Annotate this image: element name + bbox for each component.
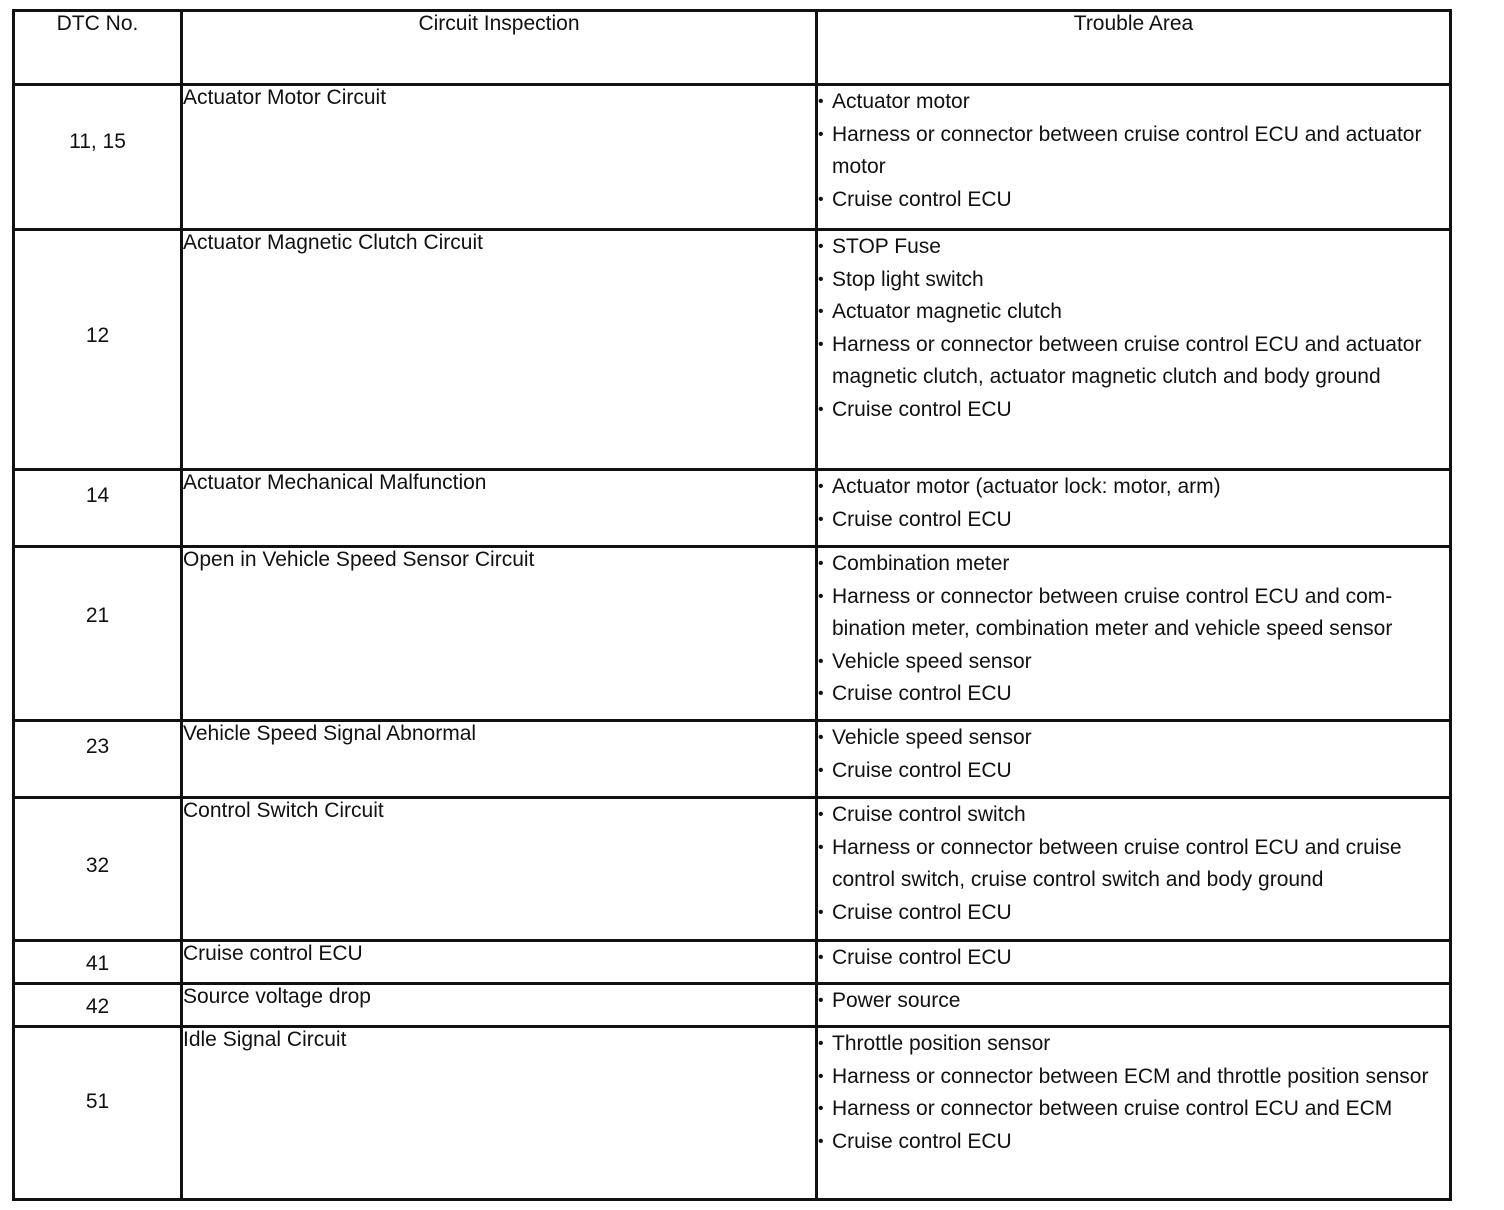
table-row [14,470,1451,547]
circuit-inspection-text: Actuator Mechanical Malfunction [183,471,487,494]
circuit-inspection-cell [182,470,817,547]
trouble-area-item: • Cruise control ECU [818,184,1449,217]
dtc-code: 12 [85,324,110,347]
circuit-inspection-text: Cruise control ECU [183,942,363,965]
trouble-area-item: • Harness or connector between cruise control ECU and com- bination meter, combination meter and vehicle speed sensor [818,581,1449,646]
trouble-area-list [818,722,1449,787]
trouble-area-cell [817,941,1451,984]
trouble-area-item: • Cruise control ECU [818,897,1449,930]
circuit-inspection-text: Open in Vehicle Speed Sensor Circuit [183,548,535,571]
circuit-inspection-cell [182,230,817,470]
trouble-area-cell [817,984,1451,1027]
header-circuit-inspection: Circuit Inspection [182,11,817,85]
circuit-inspection-cell [182,85,817,230]
circuit-inspection-cell [182,547,817,721]
trouble-area-item: • Actuator motor (actuator lock: motor, arm) [818,471,1449,504]
trouble-area-item: • STOP Fuse [818,231,1449,264]
table-row [14,547,1451,721]
circuit-inspection-text: Actuator Motor Circuit [183,86,387,109]
trouble-area-item: • Vehicle speed sensor [818,646,1449,679]
header-dtc: DTC No. [14,11,182,85]
trouble-area-list [818,548,1449,711]
dtc-code-cell [14,984,182,1027]
table-row [14,230,1451,470]
trouble-area-item: • Cruise control ECU [818,394,1449,427]
dtc-code-cell [14,230,182,470]
trouble-area-cell [817,470,1451,547]
trouble-area-cell [817,1027,1451,1200]
dtc-code-cell [14,85,182,230]
table-row [14,85,1451,230]
trouble-area-cell [817,547,1451,721]
trouble-area-item: • Actuator magnetic clutch [818,296,1449,329]
dtc-code-cell [14,470,182,547]
trouble-area-cell [817,798,1451,941]
trouble-area-item: • Stop light switch [818,264,1449,297]
trouble-area-list [818,231,1449,426]
trouble-area-list [818,799,1449,929]
trouble-area-item: • Vehicle speed sensor [818,722,1449,755]
dtc-code-cell [14,941,182,984]
table-row [14,798,1451,941]
dtc-code: 23 [85,735,110,758]
table-row [14,984,1451,1027]
circuit-inspection-text: Control Switch Circuit [183,799,384,822]
header-row [14,11,1451,85]
dtc-code: 21 [85,604,110,627]
dtc-table-body [14,85,1451,1200]
table-row [14,721,1451,798]
trouble-area-item: • Cruise control ECU [818,504,1449,537]
trouble-area-item: • Power source [818,985,1449,1018]
circuit-inspection-cell [182,798,817,941]
trouble-area-cell [817,721,1451,798]
dtc-code: 14 [85,484,110,507]
circuit-inspection-cell [182,984,817,1027]
dtc-code-cell [14,1027,182,1200]
trouble-area-item: • Harness or connector between cruise control ECU and actuator motor [818,119,1449,184]
circuit-inspection-cell [182,721,817,798]
trouble-area-item: • Combination meter [818,548,1449,581]
trouble-area-item: • Harness or connector between cruise control ECU and cruise control switch, cruise control switch and body ground [818,832,1449,897]
dtc-code: 11, 15 [69,130,126,153]
trouble-area-item: • Cruise control ECU [818,942,1449,975]
dtc-table [12,9,1452,1201]
circuit-inspection-text: Idle Signal Circuit [183,1028,347,1051]
dtc-code: 41 [85,952,110,975]
trouble-area-list [818,1028,1449,1158]
trouble-area-list [818,942,1449,975]
trouble-area-cell [817,230,1451,470]
trouble-area-item: • Actuator motor [818,86,1449,119]
circuit-inspection-cell [182,1027,817,1200]
dtc-code: 42 [85,995,110,1018]
trouble-area-cell [817,85,1451,230]
dtc-table-container [12,9,1449,1201]
dtc-code-cell [14,798,182,941]
trouble-area-list [818,86,1449,216]
circuit-inspection-text: Source voltage drop [183,985,371,1008]
trouble-area-item: • Cruise control ECU [818,1126,1449,1159]
trouble-area-item: • Harness or connector between cruise control ECU and actuator magnetic clutch, actuator magnetic clutch and body ground [818,329,1449,394]
circuit-inspection-cell [182,941,817,984]
table-row [14,941,1451,984]
header-trouble-area: Trouble Area [817,11,1451,85]
trouble-area-item: • Harness or connector between ECM and throttle position sensor [818,1061,1449,1094]
dtc-code-cell [14,547,182,721]
dtc-code-cell [14,721,182,798]
trouble-area-item: • Throttle position sensor [818,1028,1449,1061]
trouble-area-item: • Cruise control ECU [818,755,1449,788]
circuit-inspection-text: Actuator Magnetic Clutch Circuit [183,231,483,254]
trouble-area-list [818,471,1449,536]
trouble-area-item: • Cruise control switch [818,799,1449,832]
dtc-code: 51 [85,1090,110,1113]
table-row [14,1027,1451,1200]
trouble-area-list [818,985,1449,1018]
circuit-inspection-text: Vehicle Speed Signal Abnormal [183,722,477,745]
trouble-area-item: • Harness or connector between cruise control ECU and ECM [818,1093,1449,1126]
dtc-code: 32 [85,854,110,877]
trouble-area-item: • Cruise control ECU [818,678,1449,711]
